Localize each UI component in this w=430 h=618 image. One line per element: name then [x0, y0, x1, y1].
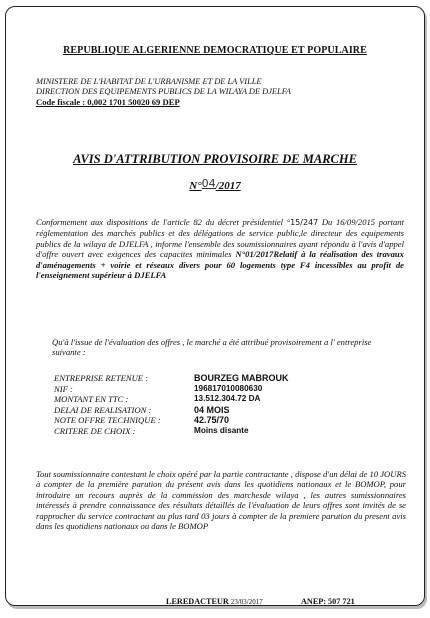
appeal-paragraph: Tout soumissionnaire contestant le choix opéré par la partie contractante , dispose d'un délai de 10 JOURS à compter de la première parution du présent avis dans les quotidiens nationaux et le BOMOP, pour introduire un recours auprès de la commission des marchesde wilaya , les autres sumissionnaires intéressés à prendre connaissance des résultats détaillés de l'évaluation de leurs offres sont invités de se rapprocher du service contractant au plus tard 03 jours à compter de la premiere parution du present avis dans les quotidiens nationaux ou dans le BOMOP: [36, 469, 406, 532]
evaluation-paragraph: Qu'à l'issue de l'évaluation des offres , le marché a été attribué provisoirement a l' entreprise suivante :: [52, 337, 372, 358]
intro-paragraph: [36, 217, 404, 280]
award-value: 42.75/70: [194, 415, 230, 425]
republic-heading: REPUBLIQUE ALGERIENNE DEMOCRATIQUE ET POPULAIRE: [63, 45, 367, 56]
award-label: DELAI DE REALISATION :: [54, 404, 152, 415]
award-row: [54, 405, 384, 416]
direction-line: DIRECTION DES EQUIPEMENTS PUBLICS DE LA WILAYA DE DJELFA: [36, 87, 291, 96]
anep-reference: ANEP: 507 721: [301, 597, 355, 606]
redacteur-label: LEREDACTEUR: [166, 597, 229, 606]
footer: [6, 597, 424, 609]
decree-handwritten: 15/247: [290, 218, 319, 227]
award-value: BOURZEG MABROUK: [194, 373, 289, 383]
award-row: [54, 415, 384, 426]
notice-title: AVIS D'ATTRIBUTION PROVISOIRE DE MARCHE: [73, 152, 357, 166]
redacteur-date: 23/03/2017: [230, 598, 263, 606]
award-label: MONTANT EN TTC :: [54, 394, 129, 404]
code-fiscal: Code fiscale : 0,002 1701 50020 69 DEP: [36, 97, 180, 107]
award-details: [54, 373, 384, 436]
award-value: 196817010080630: [194, 383, 263, 393]
award-value: Moins disante: [194, 425, 249, 435]
award-label: CRITERE DE CHOIX :: [54, 425, 136, 436]
award-row: [54, 373, 384, 384]
ministry-line: MINISTERE DE L'HABITAT DE L'URBANISME ET DE LA VILLE: [36, 77, 262, 86]
award-value: 13.512.304.72 DA: [194, 394, 261, 403]
number-prefix: N°: [189, 180, 202, 192]
award-label: NOTE OFFRE TECHNIQUE :: [54, 415, 161, 425]
redacteur-signature: [166, 597, 263, 606]
award-row: [54, 426, 384, 437]
award-row: [54, 384, 384, 395]
award-row: [54, 394, 384, 405]
intro-text: Conformement aux dispositions de l'article 82 du décret présidentiel °: [36, 217, 291, 227]
number-handwritten: 04: [201, 177, 216, 190]
notice-number: [6, 177, 424, 192]
notice-page: [5, 6, 425, 606]
award-label: ENTREPRISE RETENUE :: [54, 373, 149, 383]
ministry-block: [36, 77, 416, 107]
intro-rest: Du 16/09/2015 portant réglementation des marchés publics et des délégations de service public,le directeur des equipements publics de la wilaya de DJELFA , informe l'ensemble des soumissionnaires ayant répondu à l'avis d'appel d'offre ouvert avec exigences des capacites minimales: [36, 217, 404, 260]
award-label: NIF :: [54, 383, 73, 394]
tender-reference: N°01/2017Relatif à la réalisation des travaux d'aménagements + voirie et réseaux divers pour 60 logements type F4 incessibles au profit de l'enseignement supérieur à DJELFA: [36, 249, 404, 281]
number-suffix: /2017: [215, 180, 241, 192]
award-value: 04 MOIS: [194, 404, 230, 415]
